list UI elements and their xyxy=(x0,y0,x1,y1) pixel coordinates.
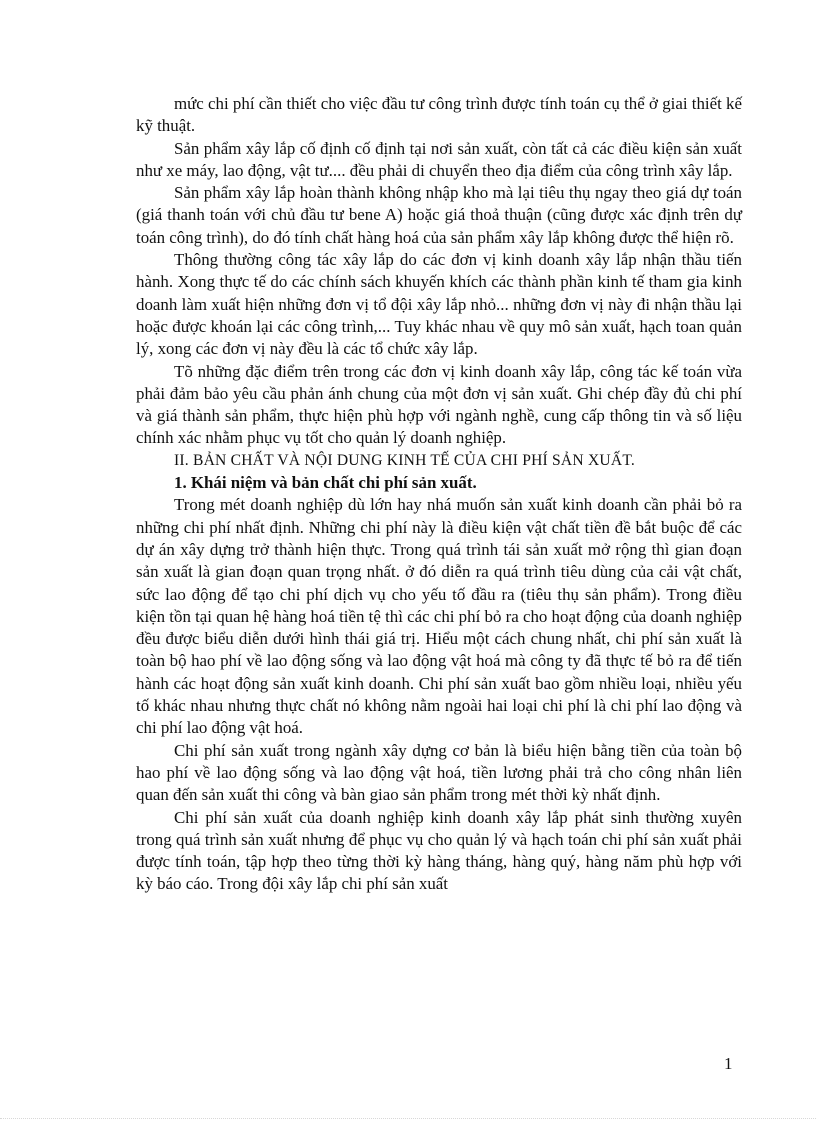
paragraph-accounting: Tõ những đặc điểm trên trong các đơn vị kinh doanh xây lắp, công tác kế toán vừa phải đảm bảo yêu cầu phản ánh chung của một đơn vị sản xuất. Ghi chép đầy đủ chi phí và giá thành sản phẩm, thực hiện phù hợp với ngành nghề, cung cấp thông tin và số liệu chính xác nhằm phục vụ tốt cho quản lý doanh nghiệp. xyxy=(136,361,742,448)
paragraph-cost-period: Chi phí sản xuất của doanh nghiệp kinh doanh xây lắp phát sinh thường xuyên trong quá trình sản xuất nhưng để phục vụ cho quản lý và hạch toán chi phí sản xuất phải được tính toán, tập hợp theo từng thời kỳ hàng tháng, hàng quý, hàng năm phù hợp với kỳ báo cáo. Trong đội xây lắp chi phí sản xuất xyxy=(136,807,742,894)
paragraph-cost-concept: Trong mét doanh nghiệp dù lớn hay nhá muốn sản xuất kinh doanh cần phải bỏ ra những chi phí nhất định. Những chi phí này là điều kiện vật chất tiền đề bắt buộc để các dự án xây dựng trở thành hiện thực. Trong quá trình tái sản xuất mở rộng thì gian đoạn sản xuất là gian đoạn quan trọng nhất. ở đó diễn ra quá trình tiêu dùng của cải vật chất, sức lao động để tạo chi phí dịch vụ cho yếu tố đầu ra (tiêu thụ sản phẩm). Trong điều kiện tồn tại quan hệ hàng hoá tiền tệ thì các chi phí bỏ ra cho hoạt động của doanh nghiệp đều được biểu diễn dưới hình thái giá trị. Hiểu một cách chung nhất, chi phí sản xuất là toàn bộ hao phí về lao động sống và lao động vật hoá mà công ty đã thực tế bỏ ra để tiến hành các hoạt động sản xuất kinh doanh. Chi phí sản xuất bao gồm nhiều loại, nhiều yếu tố khác nhau nhưng thực chất nó không nằm ngoài hai loại chi phí là chi phí lao động và chi phí lao động vật hoá. xyxy=(136,495,743,738)
page-number: 1 xyxy=(724,1054,733,1073)
paragraph-continuation: mức chi phí cần thiết cho việc đầu tư công trình được tính toán cụ thể ở giai thiết kế kỹ thuật. xyxy=(136,94,742,136)
document-body xyxy=(136,93,742,896)
paragraph-construction-cost: Chi phí sản xuất trong ngành xây dựng cơ bản là biểu hiện bằng tiền của toàn bộ hao phí về lao động sống và lao động vật hoá, tiền lương phải trả cho công nhân liên quan đến sản xuất thi công và bàn giao sản phẩm trong mét thời kỳ nhất định. xyxy=(136,740,742,805)
paragraph-completed-product: Sản phẩm xây lắp hoàn thành không nhập kho mà lại tiêu thụ ngay theo giá dự toán (giá thanh toán với chủ đầu tư bene A) hoặc giá thoả thuận (cũng được xác định trên dự toán công trình), do đó tính chất hàng hoá của sản phẩm xây lắp không được thể hiện rõ. xyxy=(136,183,742,247)
subsection-heading: 1. Khái niệm và bản chất chi phí sản xuất. xyxy=(174,473,477,493)
page-bottom-divider xyxy=(0,1118,816,1119)
paragraph-fixed-product: Sản phẩm xây lắp cố định cố định tại nơi sản xuất, còn tất cả các điều kiện sản xuất như xe máy, lao động, vật tư.... đều phải di chuyển theo địa điểm của công trình xây lắp. xyxy=(136,138,742,180)
section-heading: II. BẢN CHẤT VÀ NỘI DUNG KINH TẾ CỦA CHI PHÍ SẢN XUẤT. xyxy=(174,451,635,469)
paragraph-contractors: Thông thường công tác xây lắp do các đơn vị kinh doanh xây lắp nhận thầu tiến hành. Xong thực tế do các chính sách khuyến khích các thành phần kinh tế tham gia kinh doanh làm xuất hiện những đơn vị tổ đội xây lắp nhỏ... những đơn vị này đi nhận thầu lại hoặc được khoán lại các công trình,... Tuy khác nhau về quy mô sản xuất, hạch toan quản lý, xong các đơn vị này đều là các tổ chức xây lắp. xyxy=(136,250,742,359)
